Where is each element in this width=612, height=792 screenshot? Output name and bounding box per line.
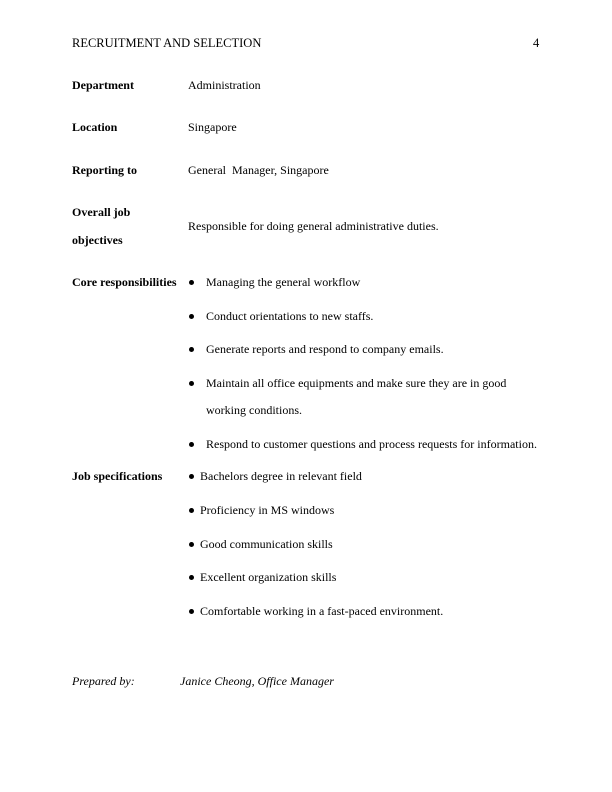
spec-item: Excellent organization skills (200, 570, 337, 584)
reporting-to-value: General Manager, Singapore (188, 163, 329, 177)
bullet-icon (189, 542, 194, 547)
core-item: Respond to customer questions and process requests for information. (206, 437, 537, 451)
department-value: Administration (188, 78, 261, 92)
bullet-icon (189, 442, 194, 447)
bullet-icon (189, 381, 194, 386)
bullet-icon (189, 575, 194, 580)
department-label: Department (72, 78, 134, 92)
bullet-icon (189, 280, 194, 285)
bullet-icon (189, 474, 194, 479)
spec-item: Comfortable working in a fast-paced environment. (200, 604, 444, 618)
prepared-by-value: Janice Cheong, Office Manager (180, 674, 334, 688)
location-value: Singapore (188, 120, 237, 134)
objectives-label-line1: Overall job (72, 205, 131, 219)
reporting-to-label: Reporting to (72, 163, 137, 177)
location-label: Location (72, 120, 118, 134)
core-responsibilities-label: Core responsibilities (72, 275, 177, 289)
spec-item: Proficiency in MS windows (200, 503, 335, 517)
page-number: 4 (533, 36, 540, 50)
objectives-label-line2: objectives (72, 233, 123, 247)
bullet-icon (189, 508, 194, 513)
core-item: Managing the general workflow (206, 275, 361, 289)
job-specifications-label: Job specifications (72, 469, 163, 483)
prepared-by-label: Prepared by: (72, 674, 135, 688)
spec-item: Good communication skills (200, 537, 333, 551)
core-item: Maintain all office equipments and make sure they are in good (206, 376, 507, 390)
core-item: Conduct orientations to new staffs. (206, 309, 374, 323)
running-head: RECRUITMENT AND SELECTION (72, 36, 262, 50)
core-item-continuation: working conditions. (206, 403, 302, 417)
spec-item: Bachelors degree in relevant field (200, 469, 362, 483)
bullet-icon (189, 314, 194, 319)
core-item: Generate reports and respond to company emails. (206, 342, 444, 356)
bullet-icon (189, 609, 194, 614)
bullet-icon (189, 347, 194, 352)
objectives-value: Responsible for doing general administrative duties. (188, 219, 439, 233)
